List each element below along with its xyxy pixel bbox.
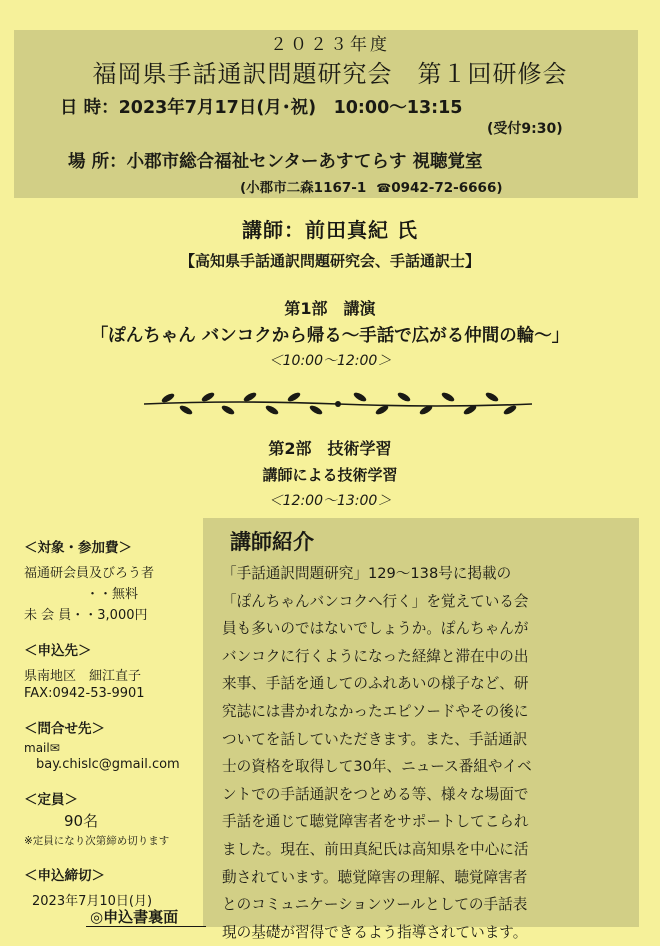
part2-time: ＜12:00～13:00＞	[268, 493, 392, 509]
deadline-value: 2023年7月10日(月)	[32, 894, 153, 909]
reception-time: (受付9:30)	[487, 121, 563, 137]
fee-line: ・・無料	[86, 587, 139, 602]
intro-body: 「手話通訳問題研究」129～138号に掲載の 「ぽんちゃんバンコクへ行く」を覚えている会 員も多いのではないでしょうか。ぽんちゃんが バンコクに行くようになった経緯と滞在中の出 来事、手話を通してのふれあいの様子など、研 究誌には書かれなかったエピソードやその後に ついてを話していただきます。また、手話通訳 士の資格を取得して30年、ニュース番組やイベ ントでの手話通訳をつとめる等、様々な場面で 手話を通じて聴覚障害者をサポートしてこられ ました。現在、前田真紀氏は高知県を中心に活 動されています。聴覚障害の理解、聴覚障害者 とのコミュニケーションツールとしての手話表 現の基礎が習得できるよう指導されています。	[222, 565, 532, 941]
phone-icon: ☎	[376, 181, 392, 195]
fee-title: ＜対象・参加費＞	[24, 540, 132, 556]
apply-fax: FAX:0942-53-9901	[24, 686, 145, 701]
part2-subtitle: 講師による技術学習	[262, 466, 398, 484]
event-venue: 場 所：小郡市総合福祉センターあすてらす 視聴覚室	[68, 152, 483, 172]
fiscal-year: ２０２３年度	[270, 35, 390, 55]
event-datetime: 日 時：2023年7月17日(月･祝) 10:00～13:15	[60, 98, 463, 118]
apply-line: 県南地区 細江直子	[24, 669, 142, 684]
fee-line: 福通研会員及びろう者	[24, 566, 155, 581]
lecturer-name: 講師：前田真紀 氏	[242, 218, 418, 242]
vine-divider-icon	[138, 388, 538, 418]
intro-title: 講師紹介	[230, 530, 314, 554]
mail-icon: mail✉	[24, 741, 60, 755]
part1-time: ＜10:00～12:00＞	[268, 353, 392, 369]
venue-address	[240, 176, 503, 196]
contact-title: ＜問合せ先＞	[24, 721, 105, 737]
event-title: 福岡県手話通訳問題研究会 第１回研修会	[92, 60, 568, 88]
application-note: ◎申込書裏面	[90, 908, 179, 926]
part1-heading: 第1部 講演	[284, 299, 376, 318]
lecturer-affiliation: 【高知県手話通訳問題研究会、手話通訳士】	[179, 252, 480, 270]
part1-title: 「ぽんちゃん バンコクから帰る～手話で広がる仲間の輪～」	[90, 326, 570, 346]
contact-mail[interactable]: bay.chislc@gmail.com	[36, 757, 180, 772]
capacity-value: 90名	[64, 812, 99, 830]
part2-heading: 第2部 技術学習	[268, 439, 392, 458]
info-column	[24, 536, 204, 909]
address-text: (小郡市二森1167-1	[240, 180, 367, 196]
fee-line: 未 会 員・・3,000円	[24, 608, 148, 623]
apply-title: ＜申込先＞	[24, 643, 92, 659]
capacity-title: ＜定員＞	[24, 792, 78, 808]
tel-number: 0942-72-6666)	[391, 180, 503, 196]
capacity-note: ※定員になり次第締め切ります	[24, 835, 170, 847]
deadline-title: ＜申込締切＞	[24, 868, 105, 884]
note-underline	[86, 926, 206, 927]
